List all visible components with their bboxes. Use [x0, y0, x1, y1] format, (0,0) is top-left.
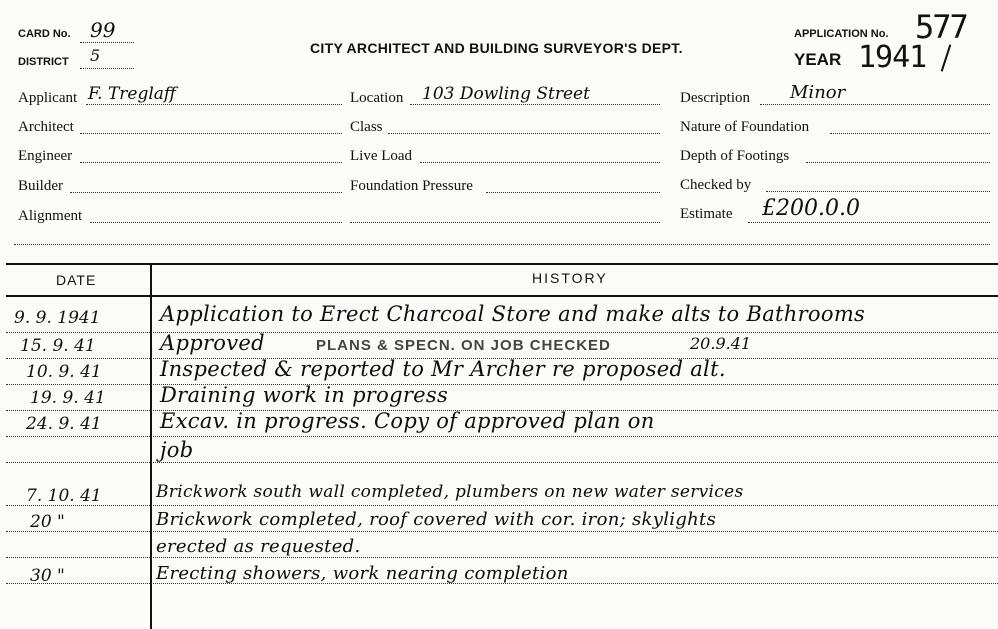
- date-column-rule: [150, 263, 152, 629]
- history-entry: Draining work in progress: [160, 383, 449, 407]
- applicant-line: [86, 104, 342, 105]
- history-entry: job: [160, 438, 194, 462]
- alignment-line-middle: [350, 222, 660, 223]
- nature-of-foundation-label: Nature of Foundation: [680, 119, 810, 135]
- history-date: 15. 9. 41: [20, 336, 96, 356]
- history-entry: erected as requested.: [156, 536, 361, 557]
- row-rule: [6, 505, 998, 506]
- application-no-value: 577: [915, 8, 967, 46]
- history-entry: Inspected & reported to Mr Archer re proposed alt.: [160, 357, 726, 381]
- description-label: Description: [680, 90, 750, 106]
- blank-line: [14, 244, 990, 245]
- card-no-value: 99: [90, 18, 116, 42]
- estimate-value: £200.0.0: [762, 196, 860, 221]
- stamp-date: 20.9.41: [690, 334, 752, 353]
- row-rule: [6, 384, 998, 385]
- year-value: 1941: [858, 40, 927, 75]
- engineer-label: Engineer: [18, 148, 73, 164]
- row-rule: [6, 557, 998, 558]
- foundation-pressure-line: [486, 192, 660, 193]
- architect-label: Architect: [18, 119, 74, 135]
- row-rule: [6, 436, 998, 437]
- year-label: YEAR: [794, 50, 842, 69]
- history-date: 9. 9. 1941: [14, 308, 101, 328]
- history-date: 19. 9. 41: [30, 388, 106, 408]
- depth-of-footings-line: [806, 162, 990, 163]
- estimate-label: Estimate: [680, 206, 733, 222]
- date-header: DATE: [56, 272, 97, 288]
- district-label: DISTRICT: [18, 56, 69, 68]
- checked-by-line: [766, 191, 990, 192]
- location-value: 103 Dowling Street: [422, 84, 590, 104]
- builder-label: Builder: [18, 178, 63, 194]
- checked-by-label: Checked by: [680, 177, 752, 193]
- history-date: 20 ": [30, 512, 65, 532]
- live-load-label: Live Load: [350, 148, 413, 164]
- history-entry: Brickwork completed, roof covered with cor. iron; skylights: [156, 509, 717, 530]
- row-rule: [6, 531, 998, 532]
- history-date: 10. 9. 41: [26, 362, 102, 382]
- live-load-line: [420, 162, 660, 163]
- history-date: 30 ": [30, 566, 65, 586]
- history-entry: Erecting showers, work nearing completion: [156, 563, 569, 584]
- builder-line: [70, 192, 342, 193]
- history-entry: Brickwork south wall completed, plumbers on new water services: [156, 482, 744, 502]
- architect-line: [80, 133, 342, 134]
- card-no-label: CARD No.: [18, 28, 71, 40]
- row-rule: [6, 462, 998, 463]
- dept-title: CITY ARCHITECT AND BUILDING SURVEYOR'S DEPT.: [310, 40, 683, 56]
- applicant-value: F. Treglaff: [88, 84, 176, 104]
- description-line: [760, 104, 990, 105]
- engineer-line: [80, 162, 342, 163]
- history-date: 7. 10. 41: [26, 486, 102, 506]
- district-value: 5: [90, 46, 101, 65]
- foundation-pressure-label: Foundation Pressure: [350, 178, 473, 194]
- applicant-label: Applicant: [18, 90, 78, 106]
- location-line: [410, 104, 660, 105]
- estimate-line: [748, 222, 990, 223]
- class-label: Class: [350, 119, 383, 135]
- class-line: [388, 133, 660, 134]
- tick-mark: [941, 44, 952, 71]
- nature-of-foundation-line: [830, 133, 990, 134]
- history-entry: Excav. in progress. Copy of approved plan on: [160, 409, 655, 433]
- row-rule: [6, 332, 998, 333]
- application-no-label: APPLICATION No.: [794, 28, 889, 40]
- alignment-line: [90, 222, 342, 223]
- history-entry: Application to Erect Charcoal Store and make alts to Bathrooms: [160, 302, 866, 326]
- history-header: HISTORY: [532, 270, 608, 286]
- history-entry: Approved: [160, 331, 265, 355]
- history-date: 24. 9. 41: [26, 414, 102, 434]
- checked-stamp: PLANS & SPECN. ON JOB CHECKED: [316, 337, 611, 354]
- table-top-rule: [6, 263, 998, 265]
- district-line: [80, 68, 134, 69]
- table-header-rule: [6, 295, 998, 297]
- depth-of-footings-label: Depth of Footings: [680, 148, 790, 164]
- location-label: Location: [350, 90, 404, 106]
- alignment-label: Alignment: [18, 208, 83, 224]
- description-value: Minor: [790, 82, 846, 103]
- card-no-line: [80, 42, 134, 43]
